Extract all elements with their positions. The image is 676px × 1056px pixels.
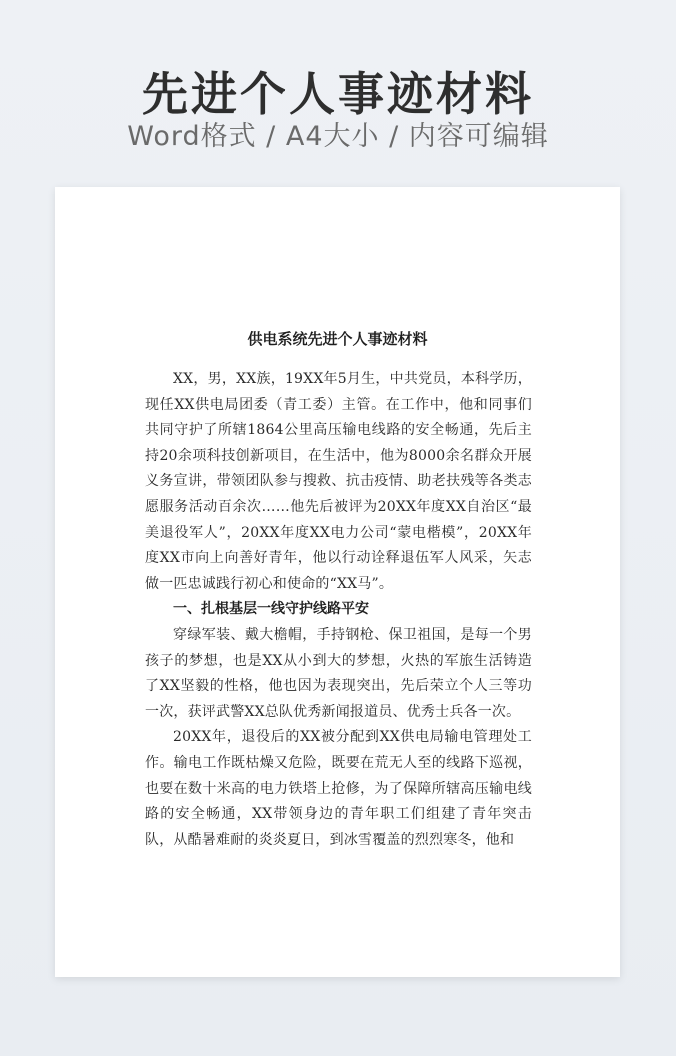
paragraph-intro: XX，男，XX族，19XX年5月生，中共党员，本科学历，现任XX供电局团委（青工委）主管。在工作中，他和同事们共同守护了所辖1864公里高压输电线路的安全畅通，先后主持20余项科技创新项目，在生活中，他为8000余名群众开展义务宣讲，带领团队参与搜救、抗击疫情、助老扶残等各类志愿服务活动百余次……他先后被评为20XX年度XX自治区“最美退役军人”，20XX年度XX电力公司“蒙电楷模”，20XX年度XX市向上向善好青年，他以行动诠释退伍军人风采，矢志做一匹忠诚践行初心和使命的“XX马”。: [145, 371, 532, 592]
banner-title: 先进个人事迹材料: [142, 67, 534, 121]
banner-subtitle: Word格式 / A4大小 / 内容可编辑: [127, 121, 549, 152]
paragraph-military: 穿绿军装、戴大檐帽，手持钢枪、保卫祖国，是每一个男孩子的梦想，也是XX从小到大的梦想，火热的军旅生活铸造了XX坚毅的性格，他也因为表现突出，先后荣立个人三等功一次，获评武警XX总队优秀新闻报道员、优秀士兵各一次。: [145, 626, 532, 720]
document-title: 供电系统先进个人事迹材料: [247, 330, 428, 348]
section-heading: 一、扎根基层一线守护线路平安: [173, 601, 369, 618]
document-page: [55, 187, 620, 977]
paragraph-work: 20XX年，退役后的XX被分配到XX供电局输电管理处工作。输电工作既枯燥又危险，既要在荒无人至的线路下巡视，也要在数十米高的电力铁塔上抢修，为了保障所辖高压输电线路的安全畅通，XX带领身边的青年职工们组建了青年突击队，从酷暑难耐的炎炎夏日，到冰雪覆盖的烈烈寒冬，他和: [145, 729, 532, 848]
document-body: [145, 367, 532, 853]
